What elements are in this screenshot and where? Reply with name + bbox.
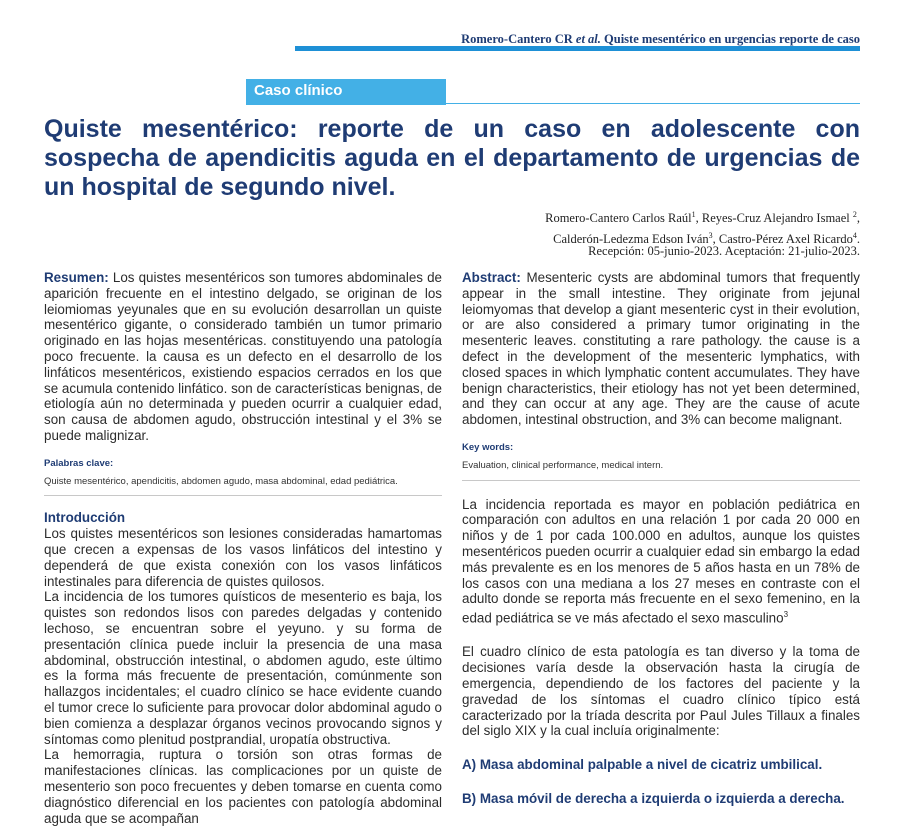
running-head-title: Quiste mesentérico en urgencias reporte de caso xyxy=(600,32,860,46)
body-paragraph-2: El cuadro clínico de esta patología es tan diverso y la toma de decisiones varía desde la observación hasta la cirugía de emergencia, dependiendo de los factores del paciente y la gravedad de los síntomas el cuadro clínico típico está caracterizado por la tríada descrita por Paul Jules Tillaux a finales del siglo XIX y la cual incluía originalmente: xyxy=(462,644,860,739)
author-4-affiliation: 4 xyxy=(852,231,857,241)
key-words-text: Evaluation, clinical performance, medical intern. xyxy=(462,459,664,471)
section-tag: Caso clínico xyxy=(246,79,446,105)
intro-paragraph-2: La incidencia de los tumores quísticos de mesenterio es baja, los quistes son redondos lisos con paredes delgadas y contenido lechoso, se encuentran sobre el yeyuno. y su forma de presentación clínica puede incluir la presencia de una masa abdominal, obstrucción intestinal, o abdomen agudo, este último es la forma más frecuente de presentación, comúnmente son hallazgos incidentales; el cuadro clínico se hace evidente cuando el tumor crece lo suficiente para provocar dolor abdominal agudo o bien comienza a desplazar órganos vecinos provocando signos y síntomas como plenitud postprandial, uropatía obstructiva. xyxy=(44,589,442,747)
abstract xyxy=(462,270,860,428)
author-line-2: Calderón-Ledezma Edson Iván$^3$, Castro-Pérez Axel Ricardo$^4$. xyxy=(553,231,860,247)
palabras-clave-text: Quiste mesentérico, apendicitis, abdomen agudo, masa abdominal, edad pediátrica. xyxy=(44,475,398,487)
right-column xyxy=(462,270,860,807)
palabras-clave-label: Palabras clave: xyxy=(44,457,114,469)
keywords-divider xyxy=(44,495,442,496)
author-3-affiliation: 3 xyxy=(708,231,713,241)
author-line-1: Romero-Cantero Carlos Raúl$^1$, Reyes-Cruz Alejandro Ismael $^2$, xyxy=(545,210,860,226)
header-rule xyxy=(295,46,860,51)
author-3: Calderón-Ledezma Edson Iván xyxy=(553,232,709,247)
left-column xyxy=(44,270,442,826)
abstract-label: Abstract: xyxy=(462,270,521,285)
abstract-text: Mesenteric cysts are abdominal tumors that frequently appear in the small intestine. They originate from jejunal leiomyomas that develop a giant mesenteric cyst in their evolution, or are also considered a primary tumor originating in the mesenteric leaves. constituting a rare pathology. the cause is a defect in the development of the mesenteric lymphatics, with closed spaces in which lymphatic content accumulates. They have benign characteristics, their etiology has not yet been determined, and they can occur at any age. They are the cause of acute abdomen, intestinal obstruction, and 3% can become malignant. xyxy=(462,270,860,428)
body-paragraph-1-text: La incidencia reportada es mayor en población pediátrica en comparación con adultos en una relación 1 por cada 20 000 en niños y de 1 por cada 100.000 en adultos, aunque los quistes mesentéricos pueden ocurrir a cualquier edad sin embargo la edad más prevalente es en los menores de 5 años hasta en un 78% de los casos con una mediana a los 27 meses en contraste con el adulto donde se reporta más frecuente en el sexo femenino, en la edad pediátrica se ve más afectado el sexo masculino xyxy=(462,496,860,626)
author-1: Romero-Cantero Carlos Raúl xyxy=(545,211,692,226)
author-2: Reyes-Cruz Alejandro Ismael xyxy=(701,211,850,226)
author-1-affiliation: 1 xyxy=(691,210,696,219)
running-head xyxy=(461,32,860,47)
author-2-affiliation: 2 xyxy=(852,210,857,219)
resumen-text: Los quistes mesentéricos son tumores abdominales de aparición frecuente en el intestino delgado, se originan de los leiomiomas yeyunales que en su evolución desarrollan un quiste mesentérico gigante, o considerado también un tumor primario originado en las hojas mesentéricas. constituyendo una patología poco frecuente. la causa es un defecto en el desarrollo de los linfáticos mesentéricos, existiendo espacios cerrados en los que se acumula contenido linfático. son de características benignas, de etiología aún no determinada y pueden ocurrir a cualquier edad, son causa de abdomen agudo, obstrucción intestinal y el 3% se puede malignizar. xyxy=(44,270,442,443)
body-paragraph-1 xyxy=(462,497,860,627)
intro-paragraph-1: Los quistes mesentéricos son lesiones consideradas hamartomas que crecen a expensas de los vasos linfáticos del intestino y dependerá de que exista conexión con los vasos linfáticos intestinales para diferencia de quistes quilosos. xyxy=(44,526,442,589)
submission-dates: Recepción: 05-junio-2023. Aceptación: 21-julio-2023. xyxy=(588,244,860,258)
triad-item-a: A) Masa abdominal palpable a nivel de cicatriz umbilical. xyxy=(462,757,823,773)
triad-item-b: B) Masa móvil de derecha a izquierda o izquierda a derecha. xyxy=(462,790,845,806)
citation-ref: 3 xyxy=(783,610,789,620)
author-list xyxy=(545,206,860,248)
resumen-label: Resumen: xyxy=(44,270,109,285)
section-rule xyxy=(446,103,860,104)
article-title: Quiste mesentérico: reporte de un caso en adolescente con sospecha de apendicitis aguda en el departamento de urgencias de un hospital de segundo nivel. xyxy=(44,115,860,201)
running-head-authors: Romero-Cantero CR xyxy=(461,32,576,46)
running-head-etal: et al. xyxy=(575,32,601,46)
key-words-label: Key words: xyxy=(462,441,514,453)
intro-paragraph-3: La hemorragia, ruptura o torsión son otras formas de manifestaciones clínicas. las complicaciones por un quiste de mesenterio son poco frecuentes y deben tomarse en cuenta como diagnóstico diferencial en los pacientes con patología abdominal aguda que se acompañan xyxy=(44,747,442,826)
intro-heading: Introducción xyxy=(44,510,126,526)
resumen xyxy=(44,270,442,444)
author-4: Castro-Pérez Axel Ricardo xyxy=(718,232,853,247)
